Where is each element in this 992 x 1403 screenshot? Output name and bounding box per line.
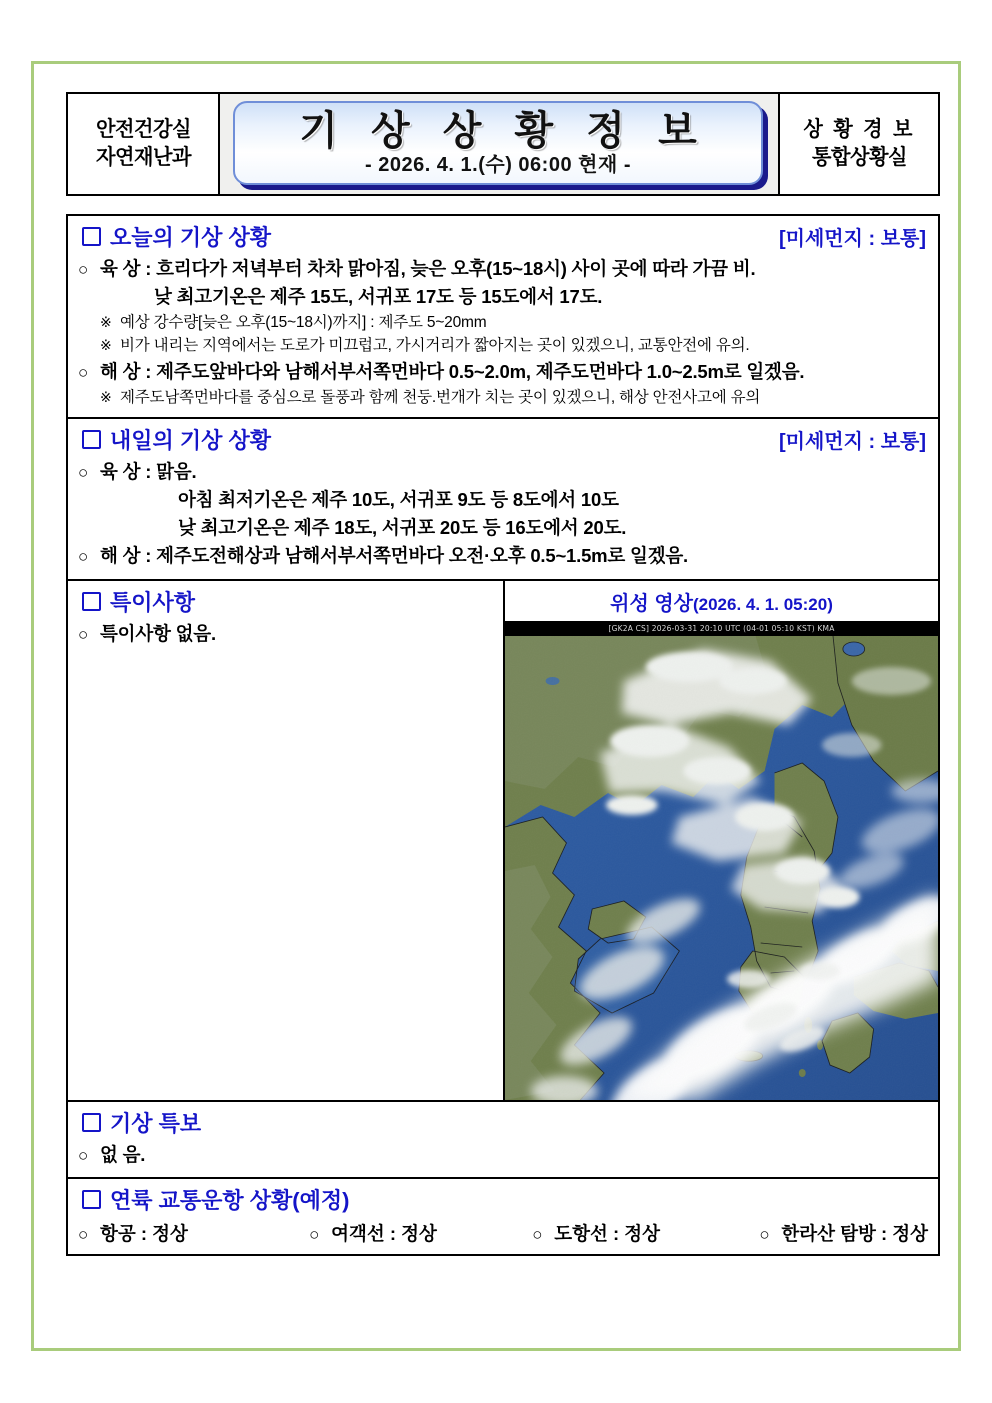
tomorrow-sea-label: 해 상 : [100,545,157,567]
checkbox-icon [82,1113,101,1132]
title-plaque [233,101,763,185]
transport-item-ferry-label: 도항선 : 정상 [554,1222,661,1244]
tomorrow-section-header [68,419,938,458]
satellite-image-graphic [505,621,938,1100]
today-note-3-text: 제주도남쪽먼바다를 중심으로 돌풍과 함께 천둥.번개가 치는 곳이 있겠으니, 해상 안전사고에 유의 [120,388,761,406]
today-rows [68,255,938,417]
section-transport-status [68,1177,938,1254]
report-body-table [66,214,940,1256]
transport-item-hallasan [759,1220,928,1246]
warning-rows [68,1141,938,1177]
warning-item-row [78,1141,928,1169]
checkbox-icon [82,1190,101,1209]
note-marker-icon: ※ [100,337,112,354]
tomorrow-dust-badge: [미세먼지 : 보통] [778,431,926,454]
transport-items [68,1218,938,1254]
tomorrow-land-row [78,458,928,486]
satellite-timestamp: [GK2A CS] 2026-03-31 20:10 UTC (04-01 05:10 KST) KMA [505,621,938,636]
today-note-1-text: 예상 강수량[늦은 오후(15~18시)까지] : 제주도 5~20mm [120,314,487,332]
today-land-temp-text: 낮 최고기온은 제주 15도, 서귀포 17도 등 15도에서 17도. [154,286,603,308]
special-notes-panel [68,581,505,1100]
tomorrow-land-text: 맑음. [156,461,197,483]
checkbox-icon [82,430,101,449]
situation-alert-label: 상 황 경 보 [803,117,915,141]
today-note-2 [78,334,928,357]
transport-section-title: 연륙 교통운항 상황(예정) [110,1187,350,1213]
bullet-icon: ○ [78,362,89,382]
bullet-icon: ○ [532,1224,543,1244]
document-header [66,92,940,196]
section-weather-warning [68,1100,938,1177]
bullet-icon: ○ [78,1145,89,1165]
satellite-panel [505,581,938,1100]
today-sea-label: 해 상 : [100,360,157,382]
checkbox-icon [82,592,101,611]
tomorrow-min-temp-text: 아침 최저기온은 제주 10도, 서귀포 9도 등 8도에서 10도 [178,489,619,511]
today-note-1 [78,311,928,334]
tomorrow-land-label: 육 상 : [100,461,157,483]
tomorrow-max-temp-row [78,514,928,542]
bullet-icon: ○ [78,1224,89,1244]
tomorrow-max-temp-text: 낮 최고기온은 제주 18도, 서귀포 20도 등 16도에서 20도. [178,517,627,539]
satellite-caption [505,581,938,621]
transport-item-ferry [532,1220,759,1246]
warning-section-title: 기상 특보 [110,1110,202,1136]
today-land-row [78,255,928,283]
note-marker-icon: ※ [100,314,112,331]
satellite-caption-time: (2026. 4. 1. 05:20) [692,594,833,614]
satellite-image [505,621,938,1100]
bullet-icon: ○ [309,1224,320,1244]
warning-section-header [68,1102,938,1141]
checkbox-icon [82,227,101,246]
page-title: 기 상 상 황 정 보 [299,109,708,153]
tomorrow-rows [68,458,938,578]
today-sea-text: 제주도앞바다와 남해서부서쪽먼바다 0.5~2.0m, 제주도먼바다 1.0~2.5m로 일겠음. [156,360,805,382]
tomorrow-min-temp-row [78,486,928,514]
today-section-header [68,216,938,255]
special-rows [68,620,503,656]
header-situation-cell [778,94,938,194]
today-dust-badge: [미세먼지 : 보통] [778,228,926,250]
today-note-2-text: 비가 내리는 지역에서는 도로가 미끄럽고, 가시거리가 짧아지는 곳이 있겠으니, 교통안전에 유의. [120,337,750,355]
tomorrow-section-title: 내일의 기상 상황 [110,428,271,454]
integrated-situation-room-label: 통합상황실 [811,146,907,169]
special-item-text: 특이사항 없음. [100,622,216,644]
tomorrow-sea-text: 제주도전해상과 남해서부서쪽먼바다 오전·오후 0.5~1.5m로 일겠음. [156,545,688,567]
today-note-3 [78,386,928,409]
today-land-label: 육 상 : [100,258,157,279]
section-today-weather [68,214,938,417]
today-land-text: 흐리다가 저녁부터 차차 맑아짐, 늦은 오후(15~18시) 사이 곳에 따라 가끔 비. [156,258,756,279]
bullet-icon: ○ [78,463,89,483]
transport-section-header [68,1179,938,1218]
today-section-title: 오늘의 기상 상황 [110,225,271,250]
bullet-icon: ○ [78,260,89,279]
section-special-and-satellite [68,579,938,1100]
tomorrow-sea-row [78,542,928,570]
special-section-header [68,581,503,620]
report-datetime: - 2026. 4. 1.(수) 06:00 현재 - [364,154,631,176]
transport-item-air [78,1220,309,1246]
note-marker-icon: ※ [100,388,112,405]
department-office: 안전건강실 [95,117,191,141]
satellite-caption-main: 위성 영상 [610,592,693,615]
special-section-title: 특이사항 [110,589,196,615]
today-land-temp-row [78,283,928,311]
header-department-cell [68,94,220,194]
bullet-icon: ○ [78,547,89,567]
transport-item-passenger-ship-label: 여객선 : 정상 [331,1222,437,1244]
department-division: 자연재난과 [95,146,191,169]
section-tomorrow-weather [68,417,938,578]
transport-item-air-label: 항공 : 정상 [100,1222,188,1244]
header-title-cell [220,94,778,194]
bullet-icon: ○ [78,624,89,644]
today-sea-row [78,358,928,386]
warning-item-text: 없 음. [100,1143,146,1165]
transport-item-hallasan-label: 한라산 탐방 : 정상 [781,1222,929,1244]
special-item-row [78,620,493,648]
bullet-icon: ○ [759,1224,770,1244]
transport-item-passenger-ship [309,1220,532,1246]
